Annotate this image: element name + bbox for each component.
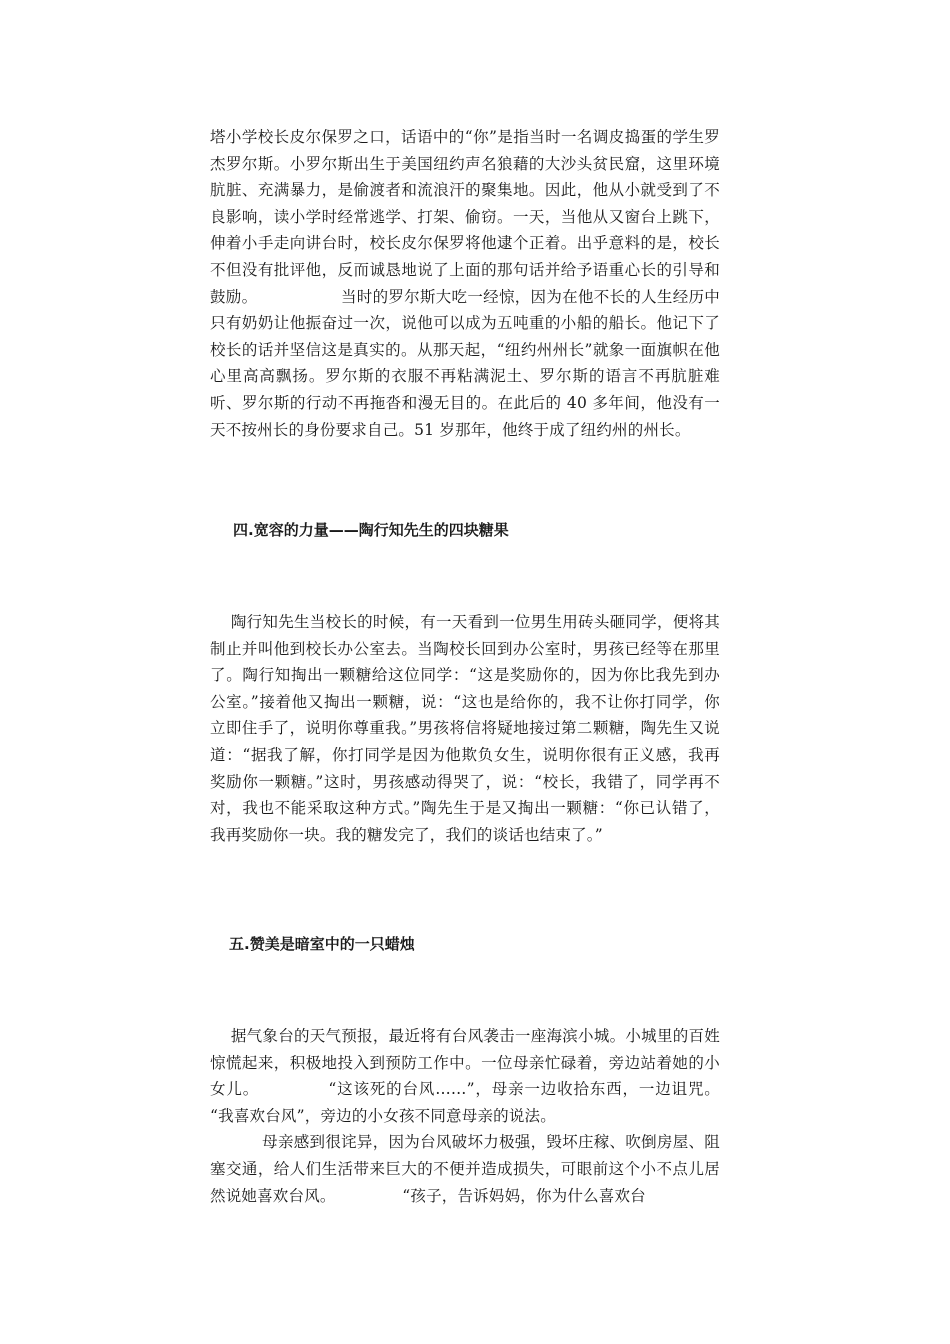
story-3-continuation xyxy=(210,124,720,443)
section-4-heading: 四.宽容的力量——陶行知先生的四块糖果 xyxy=(233,521,509,539)
section-5-heading: 五.赞美是暗室中的一只蜡烛 xyxy=(229,935,415,953)
story-5-body xyxy=(210,1023,720,1209)
story-4-body xyxy=(210,609,720,848)
paragraph-typhoon: 据气象台的天气预报，最近将有台风袭击一座海滨小城。小城里的百姓惊慌起来，积极地投入到预防工作中。一位母亲忙碌着，旁边站着她的小女儿。 “这该死的台风……”，母亲一边收拾东西，一边诅咒。 “我喜欢台风”，旁边的小女孩不同意母亲的说法。 母亲感到很诧异，因为台风破坏力极强，毁坏庄稼、吹倒房屋、阻塞交通，给人们生活带来巨大的不便并造成损失，可眼前这个小不点儿居然说她喜欢台风。 “孩子，告诉妈妈，你为什么喜欢台 xyxy=(210,1027,721,1205)
paragraph-rolls-story: 塔小学校长皮尔保罗之口，话语中的“你”是指当时一名调皮捣蛋的学生罗杰罗尔斯。小罗尔斯出生于美国纽约声名狼藉的大沙头贫民窟，这里环境肮脏、充满暴力，是偷渡者和流浪汗的聚集地。因此，他从小就受到了不良影响，读小学时经常逃学、打架、偷窃。一天，当他从又窗台上跳下，伸着小手走向讲台时，校长皮尔保罗将他逮个正着。出乎意料的是，校长不但没有批评他，反而诚恳地说了上面的那句话并给予语重心长的引导和鼓励。 当时的罗尔斯大吃一经惊，因为在他不长的人生经历中只有奶奶让他振奋过一次，说他可以成为五吨重的小船的船长。他记下了校长的话并坚信这是真实的。从那天起，“纽约州州长”就象一面旗帜在他心里高高飘扬。罗尔斯的衣服不再粘满泥土、罗尔斯的语言不再肮脏难听、罗尔斯的行动不再拖沓和漫无目的。在此后的 40 多年间，他没有一天不按州长的身份要求自己。51 岁那年，他终于成了纽约州的州长。 xyxy=(210,128,720,439)
paragraph-four-candies: 陶行知先生当校长的时候，有一天看到一位男生用砖头砸同学，便将其制止并叫他到校长办公室去。当陶校长回到办公室时，男孩已经等在那里了。陶行知掏出一颗糖给这位同学：“这是奖励你的，因为你比我先到办公室。”接着他又掏出一颗糖，说：“这也是给你的，我不让你打同学，你立即住手了，说明你尊重我。”男孩将信将疑地接过第二颗糖，陶先生又说道：“据我了解，你打同学是因为他欺负女生，说明你很有正义感，我再奖励你一颗糖。”这时，男孩感动得哭了，说：“校长，我错了，同学再不对，我也不能采取这种方式。”陶先生于是又掏出一颗糖：“你已认错了，我再奖励你一块。我的糖发完了，我们的谈话也结束了。” xyxy=(210,613,721,844)
